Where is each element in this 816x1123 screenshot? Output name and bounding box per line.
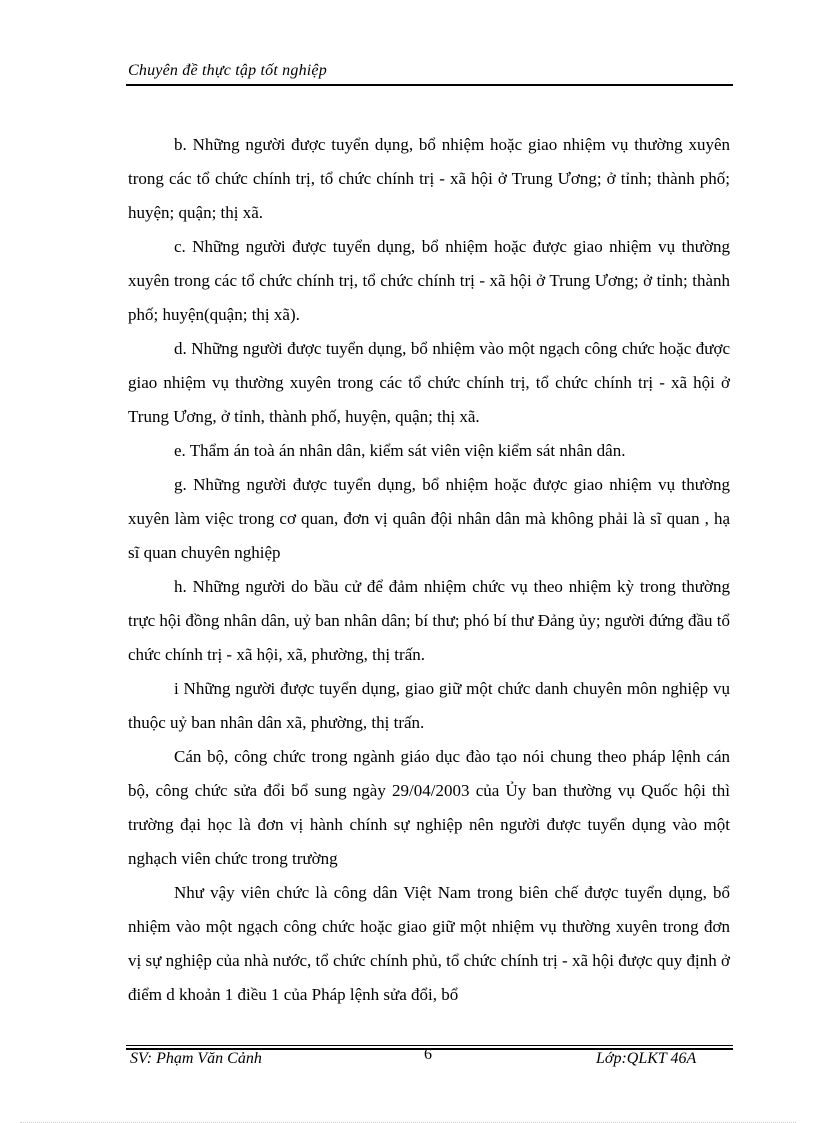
paragraph-i: i Những người được tuyển dụng, giao giữ một chức danh chuyên môn nghiệp vụ thuộc uỷ ban nhân dân xã, phường, thị trấn. bbox=[128, 679, 730, 732]
footer-class-label: Lớp:QLKT 46A bbox=[596, 1050, 697, 1067]
paragraph-c: c. Những người được tuyển dụng, bổ nhiệm hoặc được giao nhiệm vụ thường xuyên trong các tổ chức chính trị, tổ chức chính trị - xã hội ở Trung Ương; ở tỉnh; thành phố; huyện(quận; thị xã). bbox=[128, 237, 730, 324]
paragraph-h: h. Những người do bầu cử để đảm nhiệm chức vụ theo nhiệm kỳ trong thường trực hội đồng nhân dân, uỷ ban nhân dân; bí thư; phó bí thư Đảng ủy; người đứng đầu tổ chức chính trị - xã hội, xã, phường, thị trấn. bbox=[128, 577, 730, 664]
paragraph-b: b. Những người được tuyển dụng, bổ nhiệm hoặc giao nhiệm vụ thường xuyên trong các tổ chức chính trị, tổ chức chính trị - xã hội ở Trung Ương; ở tỉnh; thành phố; huyện; quận; thị xã. bbox=[128, 135, 730, 222]
paragraph-can-bo: Cán bộ, công chức trong ngành giáo dục đào tạo nói chung theo pháp lệnh cán bộ, công chức sửa đổi bổ sung ngày 29/04/2003 của Ủy ban thường vụ Quốc hội thì trường đại học là đơn vị hành chính sự nghiệp nên người được tuyển dụng vào một nghạch viên chức trong trường bbox=[128, 747, 730, 868]
paragraph-g: g. Những người được tuyển dụng, bổ nhiệm hoặc được giao nhiệm vụ thường xuyên làm việc trong cơ quan, đơn vị quân đội nhân dân mà không phải là sĩ quan , hạ sĩ quan chuyên nghiệp bbox=[128, 475, 730, 562]
footer-student-name: SV: Phạm Văn Cảnh bbox=[130, 1050, 262, 1067]
header-divider bbox=[126, 84, 733, 86]
paragraph-d: d. Những người được tuyển dụng, bổ nhiệm vào một ngạch công chức hoặc được giao nhiệm vụ thường xuyên trong các tổ chức chính trị, tổ chức chính trị - xã hội ở Trung Ương, ở tỉnh, thành phố, huyện, quận; thị xã. bbox=[128, 339, 730, 426]
page-number: 6 bbox=[424, 1046, 432, 1063]
document-header-title: Chuyên đề thực tập tốt nghiệp bbox=[128, 62, 327, 79]
document-body bbox=[128, 128, 730, 1012]
paragraph-vien-chuc: Như vậy viên chức là công dân Việt Nam trong biên chế được tuyển dụng, bổ nhiệm vào một ngạch công chức hoặc giao giữ một nhiệm vụ thường xuyên trong đơn vị sự nghiệp của nhà nước, tổ chức chính phủ, tổ chức chính trị - xã hội được quy định ở điểm d khoản 1 điều 1 của Pháp lệnh sửa đổi, bổ bbox=[128, 883, 730, 1004]
paragraph-e: e. Thẩm án toà án nhân dân, kiểm sát viên viện kiểm sát nhân dân. bbox=[174, 441, 626, 460]
